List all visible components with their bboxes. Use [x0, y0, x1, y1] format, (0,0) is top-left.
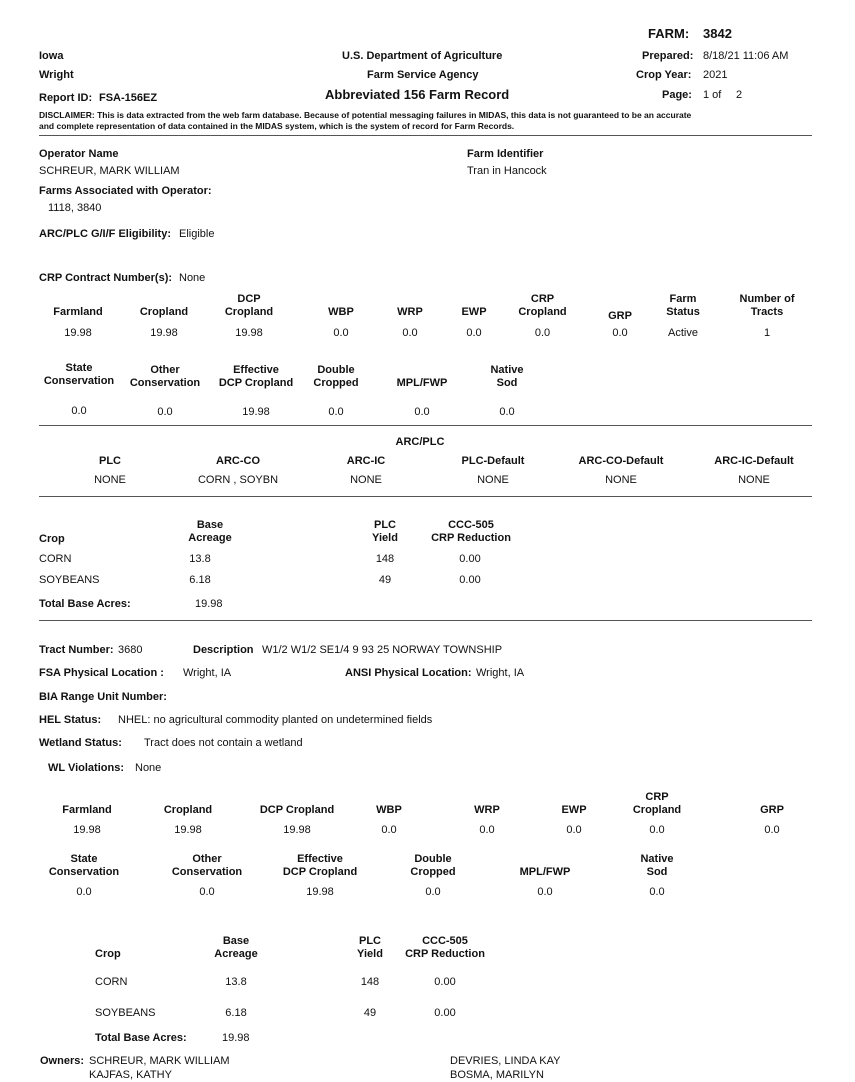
hel-label: HEL Status: [39, 714, 102, 726]
wetland-value: Tract does not contain a wetland [144, 737, 303, 749]
base-col-header: Acreage [188, 532, 232, 544]
crop-base: 6.18 [189, 574, 211, 586]
operator-name: SCHREUR, MARK WILLIAM [39, 165, 180, 177]
total-base-value: 19.98 [195, 598, 223, 610]
tract2-col-header: DCP Cropland [282, 866, 358, 878]
farm2-col-header: Conservation [43, 375, 115, 387]
tract2-col-header: Sod [646, 866, 668, 878]
farm-col-header: Cropland [139, 306, 189, 318]
ansi-location: Wright, IA [476, 667, 525, 679]
wl-value: None [135, 762, 162, 774]
tract-value-crp-cropland: 0.0 [649, 824, 665, 836]
tract-col-header: Cropland [632, 804, 682, 816]
farm-col-header: Status [666, 306, 700, 318]
tract-col-header: EWP [561, 804, 587, 816]
tract-crop-base: 13.8 [225, 976, 247, 988]
owner-name: KAJFAS, KATHY [89, 1069, 172, 1081]
tract-crop-ccc: 0.00 [434, 1007, 456, 1019]
arc-plc-value: NONE [94, 474, 126, 486]
disclaimer-line1: DISCLAIMER: This is data extracted from the web farm database. Because of potential messaging failures in MIDAS, this data is not guaranteed to be an accurate [39, 110, 692, 120]
report-title: Abbreviated 156 Farm Record [325, 87, 510, 102]
tract2-col-header-top: Native [640, 853, 674, 865]
agency-line2: Farm Service Agency [367, 69, 479, 81]
farm-identifier: Tran in Hancock [467, 165, 547, 177]
farm-value-dcp-cropland: 19.98 [235, 327, 263, 339]
ccc-col-header-top: CCC-505 [448, 519, 494, 531]
crop-base: 13.8 [189, 553, 211, 565]
crop-name: SOYBEANS [39, 574, 100, 586]
crop-yield: 148 [375, 553, 395, 565]
farm-col-header-top: CRP [530, 293, 555, 305]
page-label: Page: [662, 89, 692, 101]
base-col-header-top: Base [196, 519, 224, 531]
tract-total-base-value: 19.98 [222, 1032, 250, 1044]
tract2-col-header: Conservation [48, 866, 120, 878]
tract-crop-col-header: Crop [95, 948, 121, 960]
farm-col-header: Farmland [53, 306, 103, 318]
farm-value-wrp: 0.0 [402, 327, 418, 339]
fsa-location: Wright, IA [183, 667, 232, 679]
tract-total-base-label: Total Base Acres: [95, 1032, 187, 1044]
operator-name-label: Operator Name [39, 148, 119, 160]
farm-label: FARM: [648, 26, 690, 41]
crp-contract-label: CRP Contract Number(s): [39, 272, 173, 284]
tract-crop-base: 6.18 [225, 1007, 247, 1019]
arc-plc-value: NONE [477, 474, 509, 486]
tract-col-header: Cropland [163, 804, 213, 816]
farm-col-header-top: Number of [739, 293, 795, 305]
owner-name: BOSMA, MARILYN [450, 1069, 544, 1081]
farm2-col-header: Cropped [313, 377, 359, 389]
arc-plc-value: NONE [350, 474, 382, 486]
farm-col-header: EWP [461, 306, 487, 318]
farm-identifier-label: Farm Identifier [467, 148, 544, 160]
farm-col-header: WRP [397, 306, 423, 318]
arc-plc-header: ARC-CO-Default [578, 455, 664, 467]
tract2-col-header: Cropped [410, 866, 456, 878]
farm2-col-header-top: Other [150, 364, 180, 376]
farm-value-tracts: 1 [763, 327, 771, 339]
farm2-value-native-sod: 0.0 [499, 406, 515, 418]
farm-value-grp: 0.0 [612, 327, 628, 339]
tract-value-grp: 0.0 [764, 824, 780, 836]
tract-value-farmland: 19.98 [73, 824, 101, 836]
tract2-value-state-conservation: 0.0 [76, 886, 92, 898]
tract2-value-effective-dcp: 19.98 [306, 886, 334, 898]
tract2-col-header: MPL/FWP [519, 866, 571, 878]
page-value: 1 of [703, 89, 722, 101]
tract-crop-yield: 148 [360, 976, 380, 988]
owner-name: SCHREUR, MARK WILLIAM [89, 1055, 230, 1067]
total-base-label: Total Base Acres: [39, 598, 131, 610]
farm2-col-header: Conservation [129, 377, 201, 389]
bia-label: BIA Range Unit Number: [39, 691, 167, 703]
tract-col-header: WBP [376, 804, 402, 816]
farm2-col-header: MPL/FWP [396, 377, 448, 389]
tract2-col-header-top: Effective [297, 853, 343, 865]
farm2-col-header-top: Effective [233, 364, 279, 376]
agency-line1: U.S. Department of Agriculture [342, 50, 503, 62]
tract2-value-mpl-fwp: 0.0 [537, 886, 553, 898]
tract-value-wrp: 0.0 [479, 824, 495, 836]
hel-value: NHEL: no agricultural commodity planted on undetermined fields [118, 714, 433, 726]
farm-divider [39, 425, 812, 426]
tract-value-cropland: 19.98 [174, 824, 202, 836]
tract2-value-double-cropped: 0.0 [425, 886, 441, 898]
farm-col-header: Tracts [750, 306, 784, 318]
crop-year-value: 2021 [703, 69, 728, 81]
tract-crop-ccc: 0.00 [434, 976, 456, 988]
tract2-col-header-top: Other [192, 853, 222, 865]
arc-plc-value: NONE [605, 474, 637, 486]
report-id: FSA-156EZ [99, 92, 158, 104]
report-id-label: Report ID: [39, 92, 93, 104]
crop-divider [39, 620, 812, 621]
farm-value-status: Active [668, 327, 698, 339]
crop-col-header: Crop [39, 533, 65, 545]
fsa-location-label: FSA Physical Location : [39, 667, 164, 679]
tract2-value-native-sod: 0.0 [649, 886, 665, 898]
tract-col-header: WRP [474, 804, 500, 816]
tract-col-header-top: CRP [645, 791, 669, 803]
arc-plc-value: CORN , SOYBN [197, 474, 279, 486]
tract2-value-other-conservation: 0.0 [199, 886, 215, 898]
farm-value-cropland: 19.98 [150, 327, 178, 339]
tract2-col-header-top: Double [414, 853, 452, 865]
farm-col-header: GRP [608, 310, 632, 322]
crop-yield: 49 [378, 574, 392, 586]
farm2-col-header-top: State [65, 362, 93, 374]
farm2-value-state-conservation: 0.0 [71, 405, 87, 417]
farms-associated-label: Farms Associated with Operator: [39, 185, 212, 197]
ansi-location-label: ANSI Physical Location: [345, 667, 472, 679]
farm2-col-header: DCP Cropland [218, 377, 294, 389]
state-name: Iowa [39, 50, 64, 62]
tract-ccc-col-header-top: CCC-505 [422, 935, 468, 947]
tract-ccc-col-header: CRP Reduction [405, 948, 485, 960]
owners-label: Owners: [40, 1055, 85, 1067]
arc-plc-header: ARC-CO [216, 455, 260, 467]
farm2-col-header-top: Double [317, 364, 355, 376]
arc-plc-header: PLC-Default [461, 455, 525, 467]
disclaimer-line2: and complete representation of data contained in the MIDAS system, which is the system of record for Farm Records. [39, 121, 515, 131]
farm-value-wbp: 0.0 [333, 327, 349, 339]
farm2-col-header: Sod [496, 377, 518, 389]
description-label: Description [193, 644, 254, 656]
tract-plc-col-header-top: PLC [359, 935, 381, 947]
farm-col-header-top: DCP [237, 293, 261, 305]
tract-crop-name: SOYBEANS [95, 1007, 156, 1019]
tract-col-header: DCP Cropland [259, 804, 335, 816]
header-divider [39, 135, 812, 136]
tract-value-ewp: 0.0 [566, 824, 582, 836]
farm-value-ewp: 0.0 [466, 327, 482, 339]
tract-number: 3680 [118, 644, 143, 656]
crop-name: CORN [39, 553, 72, 565]
farm2-value-effective-dcp: 19.98 [242, 406, 270, 418]
farm-value-farmland: 19.98 [64, 327, 92, 339]
tract-value-dcp-cropland: 19.98 [283, 824, 311, 836]
tract-col-header: GRP [760, 804, 784, 816]
county-name: Wright [39, 69, 74, 81]
farm-value-crp-cropland: 0.0 [534, 327, 551, 339]
ccc-col-header: CRP Reduction [431, 532, 511, 544]
wetland-label: Wetland Status: [39, 737, 122, 749]
tract2-col-header-top: State [70, 853, 98, 865]
arc-plc-divider [39, 496, 812, 497]
plc-col-header: Yield [372, 532, 398, 544]
arc-plc-header: ARC-IC [346, 455, 386, 467]
tract-number-label: Tract Number: [39, 644, 114, 656]
farm-col-header: Cropland [518, 306, 567, 318]
wl-label: WL Violations: [48, 762, 124, 774]
tract-crop-yield: 49 [363, 1007, 377, 1019]
arc-plc-title: ARC/PLC [395, 436, 445, 448]
farm2-value-other-conservation: 0.0 [157, 406, 173, 418]
tract-value-wbp: 0.0 [381, 824, 397, 836]
plc-col-header-top: PLC [374, 519, 396, 531]
farm-col-header-top: Farm [669, 293, 697, 305]
crop-year-label: Crop Year: [636, 69, 692, 81]
prepared-value: 8/18/21 11:06 AM [703, 50, 789, 62]
tract-base-col-header: Acreage [214, 948, 258, 960]
arc-plc-header: ARC-IC-Default [714, 455, 794, 467]
farm2-value-double-cropped: 0.0 [328, 406, 344, 418]
crp-contract: None [179, 272, 206, 284]
farm-number: 3842 [703, 26, 732, 41]
tract-base-col-header-top: Base [222, 935, 250, 947]
farm2-col-header-top: Native [490, 364, 524, 376]
farm2-value-mpl-fwp: 0.0 [414, 406, 430, 418]
farms-associated: 1118, 3840 [48, 202, 102, 214]
owner-name: DEVRIES, LINDA KAY [450, 1055, 561, 1067]
crop-ccc: 0.00 [459, 553, 481, 565]
farm-col-header: WBP [328, 306, 354, 318]
tract-crop-name: CORN [95, 976, 128, 988]
arc-plc-header: PLC [99, 455, 121, 467]
tract-plc-col-header: Yield [357, 948, 383, 960]
arc-plc-eligibility: Eligible [179, 228, 215, 240]
prepared-label: Prepared: [642, 50, 694, 62]
page-total: 2 [736, 89, 743, 101]
tract-col-header: Farmland [62, 804, 112, 816]
tract2-col-header: Conservation [171, 866, 243, 878]
farm-col-header: Cropland [224, 306, 274, 318]
description-value: W1/2 W1/2 SE1/4 9 93 25 NORWAY TOWNSHIP [262, 644, 503, 656]
arc-plc-eligibility-label: ARC/PLC G/I/F Eligibility: [39, 228, 171, 240]
crop-ccc: 0.00 [459, 574, 481, 586]
arc-plc-value: NONE [738, 474, 770, 486]
